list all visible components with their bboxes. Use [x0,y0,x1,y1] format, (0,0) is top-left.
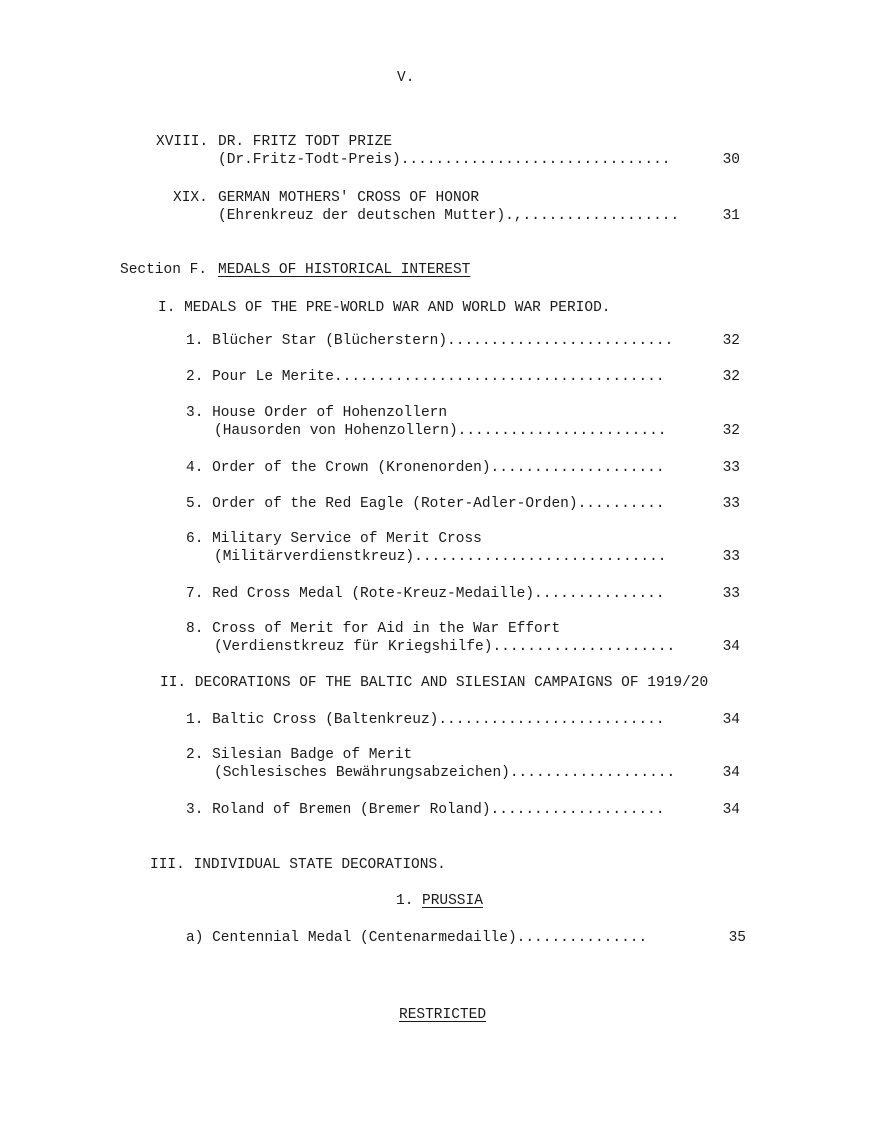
list-item-subtitle: (Verdienstkreuz für Kriegshilfe)..................... [214,639,676,655]
list-item: 3. Roland of Bremen (Bremer Roland).................... [186,802,665,818]
list-item: 2. Pour Le Merite...................................... [186,369,665,385]
group-heading: III. INDIVIDUAL STATE DECORATIONS. [150,857,446,873]
page-reference: 33 [722,460,740,476]
list-item: a) Centennial Medal (Centenarmedaille)............... [186,930,648,946]
entry-number: XVIII. [156,134,209,150]
page-reference: 34 [722,765,740,781]
group-heading: I. MEDALS OF THE PRE-WORLD WAR AND WORLD WAR PERIOD. [158,300,611,316]
page-reference: 31 [722,208,740,224]
subheading: PRUSSIA [422,893,483,909]
list-item: 5. Order of the Red Eagle (Roter-Adler-Orden).......... [186,496,665,512]
page-numeral: V. [397,70,415,86]
subheading-number: 1. [396,893,414,909]
list-item: 8. Cross of Merit for Aid in the War Effort [186,621,561,637]
entry-title: DR. FRITZ TODT PRIZE [218,134,393,150]
list-item: 6. Military Service of Merit Cross [186,531,482,547]
list-item: 4. Order of the Crown (Kronenorden).................... [186,460,665,476]
classification-footer: RESTRICTED [399,1007,487,1023]
group-heading: II. DECORATIONS OF THE BALTIC AND SILESIAN CAMPAIGNS OF 1919/20 [160,675,709,691]
entry-subtitle: (Ehrenkreuz der deutschen Mutter).,.................. [218,208,680,224]
page-reference: 35 [728,930,746,946]
page-reference: 33 [722,586,740,602]
page-reference: 32 [722,369,740,385]
page-reference: 33 [722,496,740,512]
list-item-subtitle: (Militärverdienstkreuz)............................. [214,549,667,565]
page-reference: 32 [722,333,740,349]
list-item: 1. Blücher Star (Blücherstern).......................... [186,333,674,349]
page-reference: 32 [722,423,740,439]
section-label: Section F. [120,262,208,278]
list-item-subtitle: (Schlesisches Bewährungsabzeichen)................... [214,765,676,781]
page-reference: 34 [722,802,740,818]
entry-number: XIX. [173,190,208,206]
page-reference: 34 [722,712,740,728]
list-item-subtitle: (Hausorden von Hohenzollern)........................ [214,423,667,439]
page-reference: 33 [722,549,740,565]
entry-title: GERMAN MOTHERS' CROSS OF HONOR [218,190,480,206]
page-reference: 34 [722,639,740,655]
entry-subtitle: (Dr.Fritz-Todt-Preis)............................... [218,152,671,168]
list-item: 3. House Order of Hohenzollern [186,405,448,421]
list-item: 1. Baltic Cross (Baltenkreuz).......................... [186,712,665,728]
list-item: 7. Red Cross Medal (Rote-Kreuz-Medaille)............... [186,586,665,602]
list-item: 2. Silesian Badge of Merit [186,747,413,763]
page-reference: 30 [722,152,740,168]
section-title: MEDALS OF HISTORICAL INTEREST [218,262,471,278]
